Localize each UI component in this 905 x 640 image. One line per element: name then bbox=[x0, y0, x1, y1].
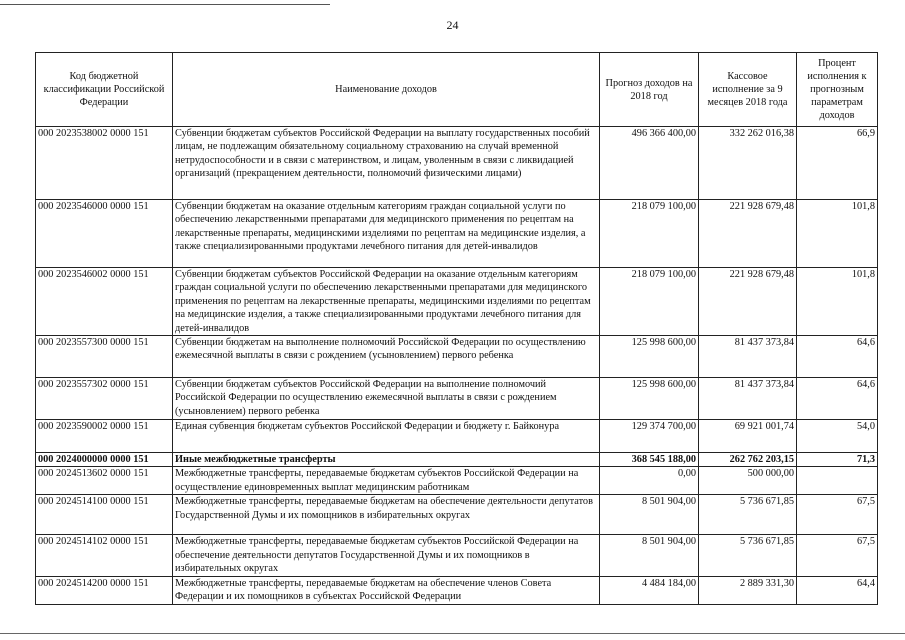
row-percent: 71,3 bbox=[797, 453, 878, 467]
header-name: Наименование доходов bbox=[173, 53, 600, 127]
row-percent: 101,8 bbox=[797, 268, 878, 336]
table-row bbox=[36, 127, 878, 200]
row-actual: 81 437 373,84 bbox=[699, 336, 797, 378]
row-forecast: 4 484 184,00 bbox=[600, 576, 699, 604]
table-body bbox=[36, 127, 878, 605]
row-name: Субвенции бюджетам субъектов Российской Федерации на выплату государственных пособий лицам, не подлежащим обязательному социальному страхованию на случай временной нетрудоспособности и в связи с материнством, и лицам, уволенным в связи с ликвидацией организаций (прекращением деятельности, полномочий физическими лицами) bbox=[173, 127, 600, 200]
row-name: Субвенции бюджетам на выполнение полномочий Российской Федерации по осуществлению ежемесячной выплаты в связи с рождением (усыновлением) первого ребенка bbox=[173, 336, 600, 378]
row-forecast: 0,00 bbox=[600, 467, 699, 495]
table-row bbox=[36, 420, 878, 453]
row-actual: 500 000,00 bbox=[699, 467, 797, 495]
table-row bbox=[36, 336, 878, 378]
header-forecast: Прогноз доходов на 2018 год bbox=[600, 53, 699, 127]
row-code: 000 2023557300 0000 151 bbox=[36, 336, 173, 378]
row-name: Единая субвенция бюджетам субъектов Российской Федерации и бюджету г. Байконура bbox=[173, 420, 600, 453]
table-row bbox=[36, 495, 878, 535]
row-percent bbox=[797, 467, 878, 495]
top-rule bbox=[0, 4, 330, 5]
row-percent: 67,5 bbox=[797, 495, 878, 535]
row-forecast: 125 998 600,00 bbox=[600, 336, 699, 378]
row-code: 000 2024514200 0000 151 bbox=[36, 576, 173, 604]
row-forecast: 8 501 904,00 bbox=[600, 495, 699, 535]
row-actual: 5 736 671,85 bbox=[699, 495, 797, 535]
row-name: Межбюджетные трансферты, передаваемые бюджетам на обеспечение деятельности депутатов Государственной Думы и их помощников в избирательных округах bbox=[173, 495, 600, 535]
row-forecast: 8 501 904,00 bbox=[600, 535, 699, 576]
row-percent: 64,4 bbox=[797, 576, 878, 604]
row-name: Субвенции бюджетам субъектов Российской Федерации на выполнение полномочий Российской Федерации по осуществлению ежемесячной выплаты в связи с рождением (усыновлением) первого ребенка bbox=[173, 378, 600, 420]
row-code: 000 2023538002 0000 151 bbox=[36, 127, 173, 200]
bottom-rule bbox=[0, 633, 905, 634]
row-percent: 64,6 bbox=[797, 378, 878, 420]
table-row bbox=[36, 378, 878, 420]
row-actual: 262 762 203,15 bbox=[699, 453, 797, 467]
table-row bbox=[36, 200, 878, 268]
row-code: 000 2024000000 0000 151 bbox=[36, 453, 173, 467]
row-forecast: 125 998 600,00 bbox=[600, 378, 699, 420]
row-percent: 67,5 bbox=[797, 535, 878, 576]
row-percent: 66,9 bbox=[797, 127, 878, 200]
row-actual: 332 262 016,38 bbox=[699, 127, 797, 200]
row-percent: 54,0 bbox=[797, 420, 878, 453]
row-code: 000 2023546002 0000 151 bbox=[36, 268, 173, 336]
row-actual: 2 889 331,30 bbox=[699, 576, 797, 604]
row-actual: 81 437 373,84 bbox=[699, 378, 797, 420]
row-code: 000 2024514100 0000 151 bbox=[36, 495, 173, 535]
row-name: Межбюджетные трансферты, передаваемые бюджетам субъектов Российской Федерации на осуществление единовременных выплат медицинским работникам bbox=[173, 467, 600, 495]
table-row bbox=[36, 268, 878, 336]
row-percent: 64,6 bbox=[797, 336, 878, 378]
revenue-table bbox=[35, 52, 878, 605]
row-name: Межбюджетные трансферты, передаваемые бюджетам на обеспечение членов Совета Федерации и их помощников в субъектах Российской Федерации bbox=[173, 576, 600, 604]
row-code: 000 2023557302 0000 151 bbox=[36, 378, 173, 420]
table-row bbox=[36, 535, 878, 576]
row-actual: 221 928 679,48 bbox=[699, 268, 797, 336]
row-code: 000 2023590002 0000 151 bbox=[36, 420, 173, 453]
row-actual: 69 921 001,74 bbox=[699, 420, 797, 453]
table-row bbox=[36, 576, 878, 604]
row-actual: 5 736 671,85 bbox=[699, 535, 797, 576]
page-number: 24 bbox=[446, 18, 459, 32]
row-percent: 101,8 bbox=[797, 200, 878, 268]
row-forecast: 129 374 700,00 bbox=[600, 420, 699, 453]
header-actual: Кассовое исполнение за 9 месяцев 2018 года bbox=[699, 53, 797, 127]
header-percent: Процент исполнения к прогнозным параметрам доходов bbox=[797, 53, 878, 127]
row-name: Субвенции бюджетам на оказание отдельным категориям граждан социальной услуги по обеспечению лекарственными препаратами для медицинского применения по рецептам на лекарственные препараты, медицинскими изделиями по рецептам на медицинские изделия, а также специализированными продуктами лечебного питания для детей-инвалидов bbox=[173, 200, 600, 268]
row-code: 000 2024513602 0000 151 bbox=[36, 467, 173, 495]
table-header-row bbox=[36, 53, 878, 127]
row-forecast: 218 079 100,00 bbox=[600, 268, 699, 336]
row-forecast: 496 366 400,00 bbox=[600, 127, 699, 200]
row-name: Иные межбюджетные трансферты bbox=[173, 453, 600, 467]
row-code: 000 2024514102 0000 151 bbox=[36, 535, 173, 576]
row-code: 000 2023546000 0000 151 bbox=[36, 200, 173, 268]
row-actual: 221 928 679,48 bbox=[699, 200, 797, 268]
row-name: Межбюджетные трансферты, передаваемые бюджетам субъектов Российской Федерации на обеспечение деятельности депутатов Государственной Думы и их помощников в избирательных округах bbox=[173, 535, 600, 576]
header-code: Код бюджетной классификации Российской Федерации bbox=[36, 53, 173, 127]
table-row bbox=[36, 453, 878, 467]
row-forecast: 218 079 100,00 bbox=[600, 200, 699, 268]
row-name: Субвенции бюджетам субъектов Российской Федерации на оказание отдельным категориям граждан социальной услуги по обеспечению лекарственными препаратами для медицинского применения по рецептам на лекарственные препараты, медицинскими изделиями по рецептам на медицинские изделия, а также специализированными продуктами лечебного питания для детей-инвалидов bbox=[173, 268, 600, 336]
row-forecast: 368 545 188,00 bbox=[600, 453, 699, 467]
table-row bbox=[36, 467, 878, 495]
